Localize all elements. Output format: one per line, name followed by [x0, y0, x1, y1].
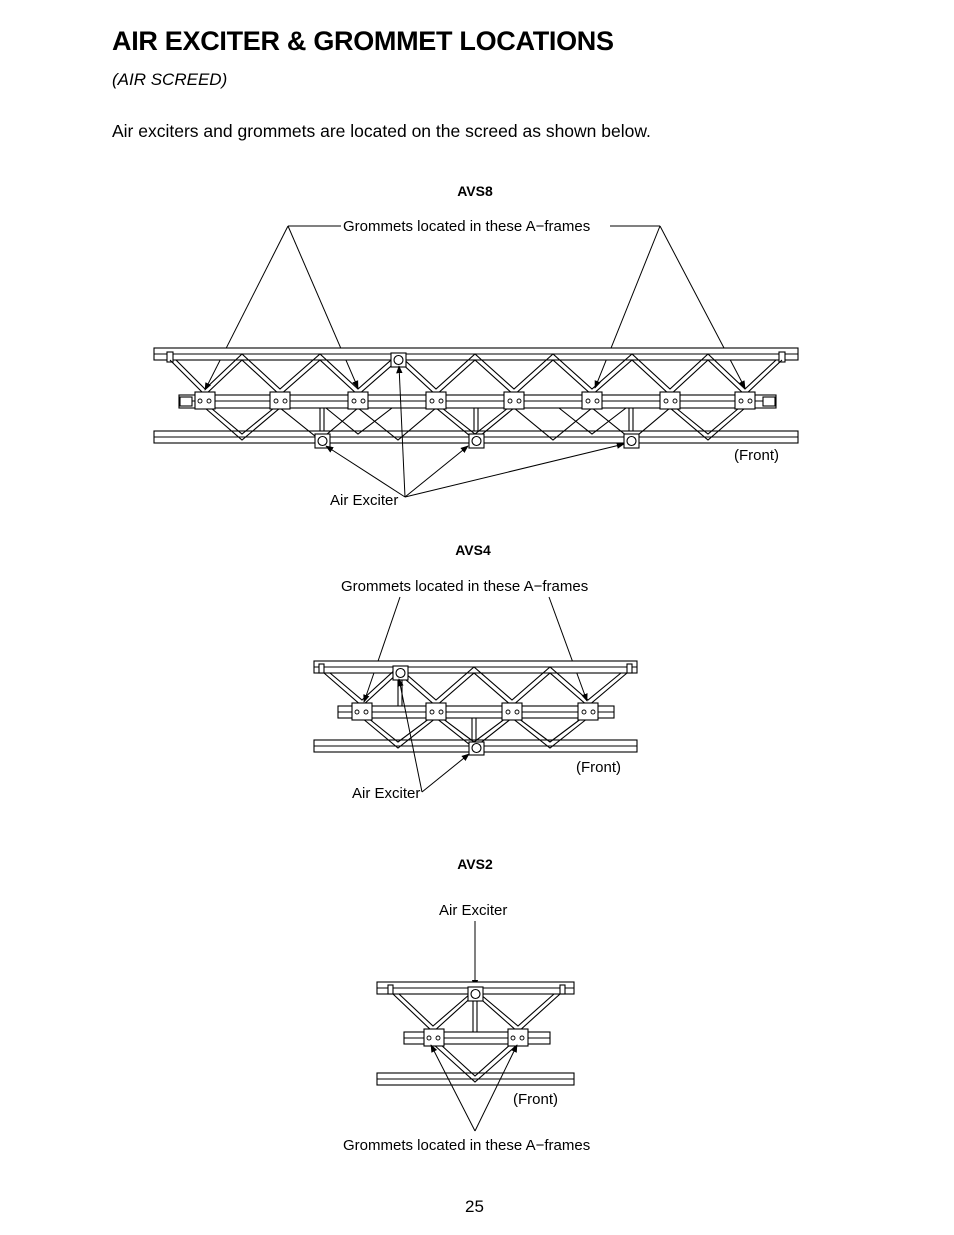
avs2-grommet-leaders	[431, 1045, 517, 1131]
avs8-exciter-label: Air Exciter	[330, 492, 399, 509]
avs4-grommet-label: Grommets located in these A−frames	[341, 578, 589, 595]
avs4-screed-frame	[314, 661, 637, 752]
avs2-exciter-label: Air Exciter	[439, 902, 508, 919]
avs8-screed-frame	[154, 348, 798, 443]
avs8-front-label: (Front)	[734, 447, 779, 464]
avs8-grommet-label: Grommets located in these A−frames	[343, 218, 591, 235]
avs4-heading: AVS4	[455, 542, 491, 558]
avs2-front-label: (Front)	[513, 1091, 558, 1108]
avs2-grommet-label: Grommets located in these A−frames	[343, 1137, 591, 1154]
avs2-heading: AVS2	[457, 856, 493, 872]
page-number: 25	[465, 1197, 484, 1216]
intro-paragraph: Air exciters and grommets are located on the screed as shown below.	[112, 121, 651, 141]
page-subtitle: (AIR SCREED)	[112, 70, 228, 89]
avs4-front-label: (Front)	[576, 759, 621, 776]
avs8-heading: AVS8	[457, 183, 493, 199]
avs4-exciter-label: Air Exciter	[352, 785, 421, 802]
avs2-air-exciter	[468, 987, 483, 1001]
avs8-grommet-leaders	[205, 226, 745, 390]
page-title: AIR EXCITER & GROMMET LOCATIONS	[112, 26, 614, 56]
